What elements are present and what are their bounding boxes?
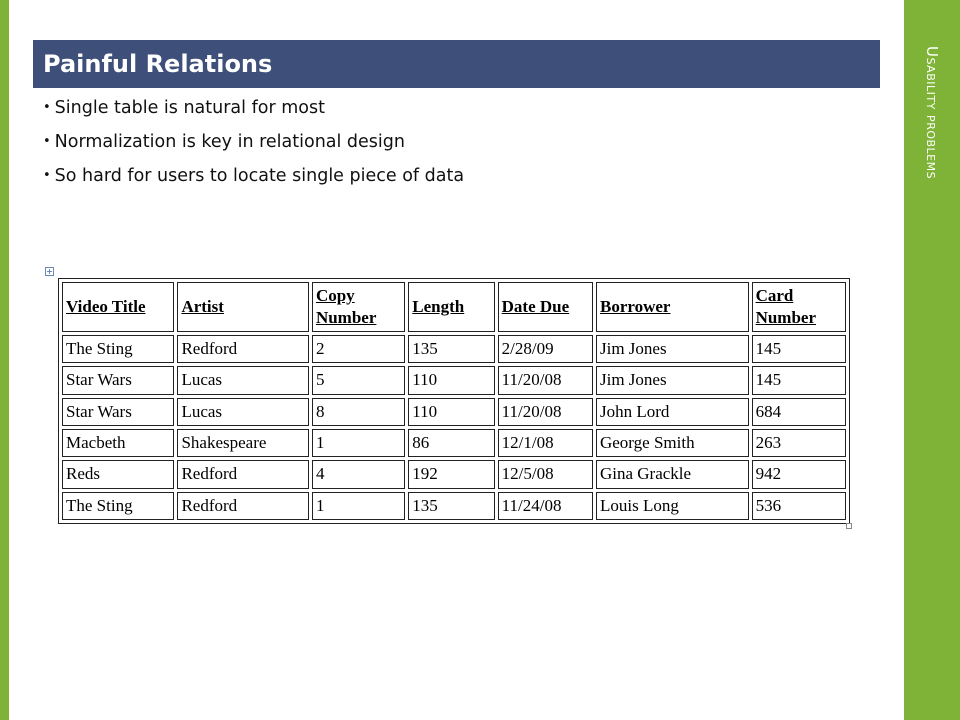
table-header-row <box>62 282 846 332</box>
table-row <box>62 429 846 457</box>
table-row <box>62 460 846 488</box>
table-cell: 135 <box>408 492 494 520</box>
title-bar <box>33 40 880 88</box>
header-borrower: Borrower <box>596 282 749 332</box>
header-length: Length <box>408 282 494 332</box>
table-cell: The Sting <box>62 492 174 520</box>
bullet-item <box>43 130 464 164</box>
table-cell: 110 <box>408 398 494 426</box>
table-cell: 11/24/08 <box>498 492 593 520</box>
table-cell: Star Wars <box>62 366 174 394</box>
table-cell: 135 <box>408 335 494 363</box>
table-cell: 86 <box>408 429 494 457</box>
table-cell: 684 <box>752 398 846 426</box>
table-cell: Redford <box>177 460 309 488</box>
header-date-due: Date Due <box>498 282 593 332</box>
table-resize-handle-icon[interactable] <box>846 523 852 529</box>
section-label <box>904 0 960 260</box>
rental-table <box>58 278 850 524</box>
table-cell: 110 <box>408 366 494 394</box>
table-cell: Louis Long <box>596 492 749 520</box>
table-cell: Shakespeare <box>177 429 309 457</box>
table-row <box>62 366 846 394</box>
table-cell: 942 <box>752 460 846 488</box>
table-row <box>62 492 846 520</box>
left-accent-bar <box>0 0 9 720</box>
table-cell: The Sting <box>62 335 174 363</box>
right-accent-bar <box>904 0 960 720</box>
section-label-text: Usability problems <box>923 46 941 180</box>
table-cell: Star Wars <box>62 398 174 426</box>
table-cell: 12/1/08 <box>498 429 593 457</box>
table-cell: 263 <box>752 429 846 457</box>
header-copy-number: Copy Number <box>312 282 405 332</box>
bullet-item <box>43 96 464 130</box>
table-cell: Macbeth <box>62 429 174 457</box>
table-cell: John Lord <box>596 398 749 426</box>
bullet-text: So hard for users to locate single piece of data <box>54 166 465 186</box>
table-cell: 1 <box>312 492 405 520</box>
table-row <box>62 335 846 363</box>
bullet-list <box>43 96 464 198</box>
table-cell: Reds <box>62 460 174 488</box>
header-artist: Artist <box>177 282 309 332</box>
table-move-handle-icon[interactable] <box>45 267 54 276</box>
bullet-dot-icon: • <box>43 134 51 149</box>
table-cell: 2 <box>312 335 405 363</box>
slide-title: Painful Relations <box>43 50 273 78</box>
bullet-text: Normalization is key in relational design <box>54 132 405 152</box>
table-cell: 145 <box>752 366 846 394</box>
table-cell: 145 <box>752 335 846 363</box>
table-cell: Redford <box>177 335 309 363</box>
table-cell: 5 <box>312 366 405 394</box>
bullet-dot-icon: • <box>43 168 51 183</box>
bullet-text: Single table is natural for most <box>54 98 325 118</box>
table-cell: Jim Jones <box>596 366 749 394</box>
table-cell: 11/20/08 <box>498 366 593 394</box>
table-cell: 1 <box>312 429 405 457</box>
table-cell: Redford <box>177 492 309 520</box>
table-cell: Gina Grackle <box>596 460 749 488</box>
header-video-title: Video Title <box>62 282 174 332</box>
table-row <box>62 398 846 426</box>
bullet-item <box>43 164 464 198</box>
bullet-dot-icon: • <box>43 100 51 115</box>
table-cell: 536 <box>752 492 846 520</box>
table-cell: 12/5/08 <box>498 460 593 488</box>
table-cell: Lucas <box>177 398 309 426</box>
table-cell: 8 <box>312 398 405 426</box>
table-cell: 2/28/09 <box>498 335 593 363</box>
table-cell: Jim Jones <box>596 335 749 363</box>
table-cell: George Smith <box>596 429 749 457</box>
table-cell: 192 <box>408 460 494 488</box>
table-cell: Lucas <box>177 366 309 394</box>
table-cell: 4 <box>312 460 405 488</box>
table-cell: 11/20/08 <box>498 398 593 426</box>
header-card-number: Card Number <box>752 282 846 332</box>
